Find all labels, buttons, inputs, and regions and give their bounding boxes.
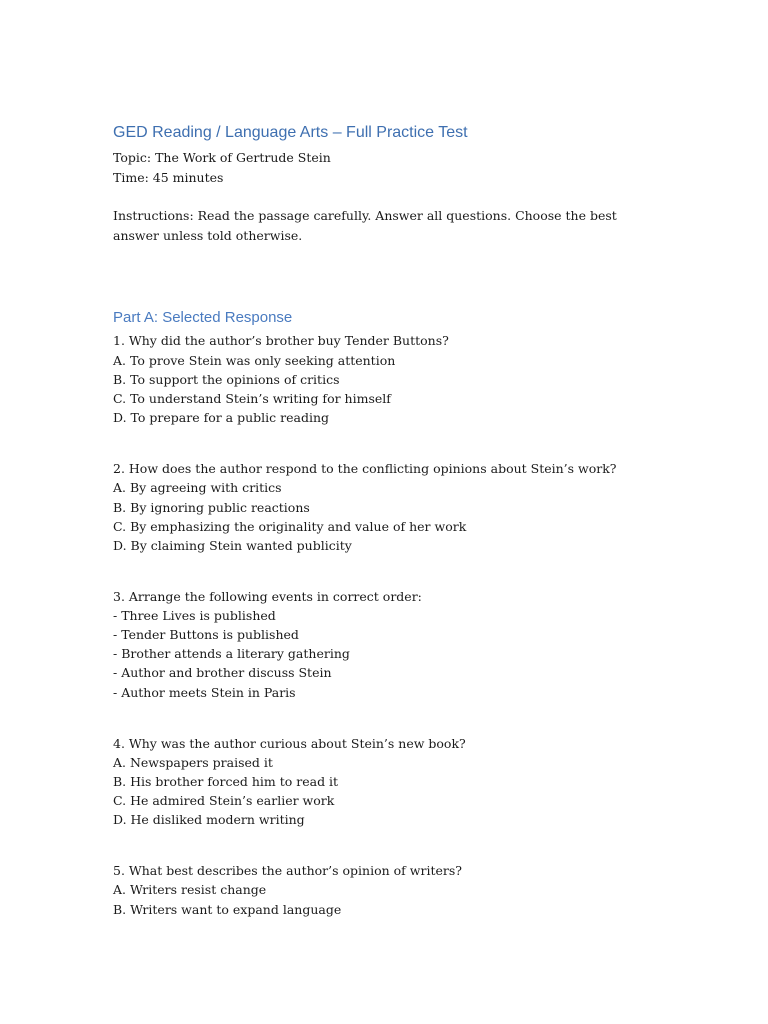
question-2-option-d: D. By claiming Stein wanted publicity bbox=[113, 538, 352, 553]
question-4-option-a: A. Newspapers praised it bbox=[113, 755, 273, 770]
question-3-item-4: - Author and brother discuss Stein bbox=[113, 665, 332, 680]
topic-line: Topic: The Work of Gertrude Stein bbox=[113, 150, 331, 165]
question-4-option-c: C. He admired Stein’s earlier work bbox=[113, 793, 335, 808]
instructions-paragraph: Instructions: Read the passage carefully. Answer all questions. Choose the best answer unless told otherwise. bbox=[113, 208, 617, 243]
question-4-option-d: D. He disliked modern writing bbox=[113, 812, 305, 827]
question-1-option-c: C. To understand Stein’s writing for himself bbox=[113, 391, 391, 406]
question-5-option-b: B. Writers want to expand language bbox=[113, 902, 342, 917]
question-3-item-1: - Three Lives is published bbox=[113, 608, 276, 623]
question-3-item-5: - Author meets Stein in Paris bbox=[113, 685, 296, 700]
question-5-prompt: 5. What best describes the author’s opinion of writers? bbox=[113, 863, 462, 878]
part-a-heading: Part A: Selected Response bbox=[113, 309, 293, 326]
question-4-prompt: 4. Why was the author curious about Stein’s new book? bbox=[113, 736, 466, 751]
question-2-prompt: 2. How does the author respond to the conflicting opinions about Stein’s work? bbox=[113, 461, 617, 476]
question-3-item-3: - Brother attends a literary gathering bbox=[113, 646, 350, 661]
time-line: Time: 45 minutes bbox=[113, 170, 224, 185]
document-title: GED Reading / Language Arts – Full Practice Test bbox=[113, 124, 468, 141]
question-1-option-b: B. To support the opinions of critics bbox=[113, 372, 340, 387]
question-2-option-b: B. By ignoring public reactions bbox=[113, 500, 310, 515]
question-1-option-a: A. To prove Stein was only seeking attention bbox=[113, 353, 396, 368]
question-3-prompt: 3. Arrange the following events in correct order: bbox=[113, 589, 422, 604]
question-4-option-b: B. His brother forced him to read it bbox=[113, 774, 339, 789]
question-5-option-a: A. Writers resist change bbox=[113, 882, 267, 897]
question-2-option-a: A. By agreeing with critics bbox=[113, 480, 282, 495]
question-1-option-d: D. To prepare for a public reading bbox=[113, 410, 329, 425]
question-3-item-2: - Tender Buttons is published bbox=[113, 627, 299, 642]
question-2-option-c: C. By emphasizing the originality and value of her work bbox=[113, 519, 467, 534]
question-1-prompt: 1. Why did the author’s brother buy Tender Buttons? bbox=[113, 333, 449, 348]
